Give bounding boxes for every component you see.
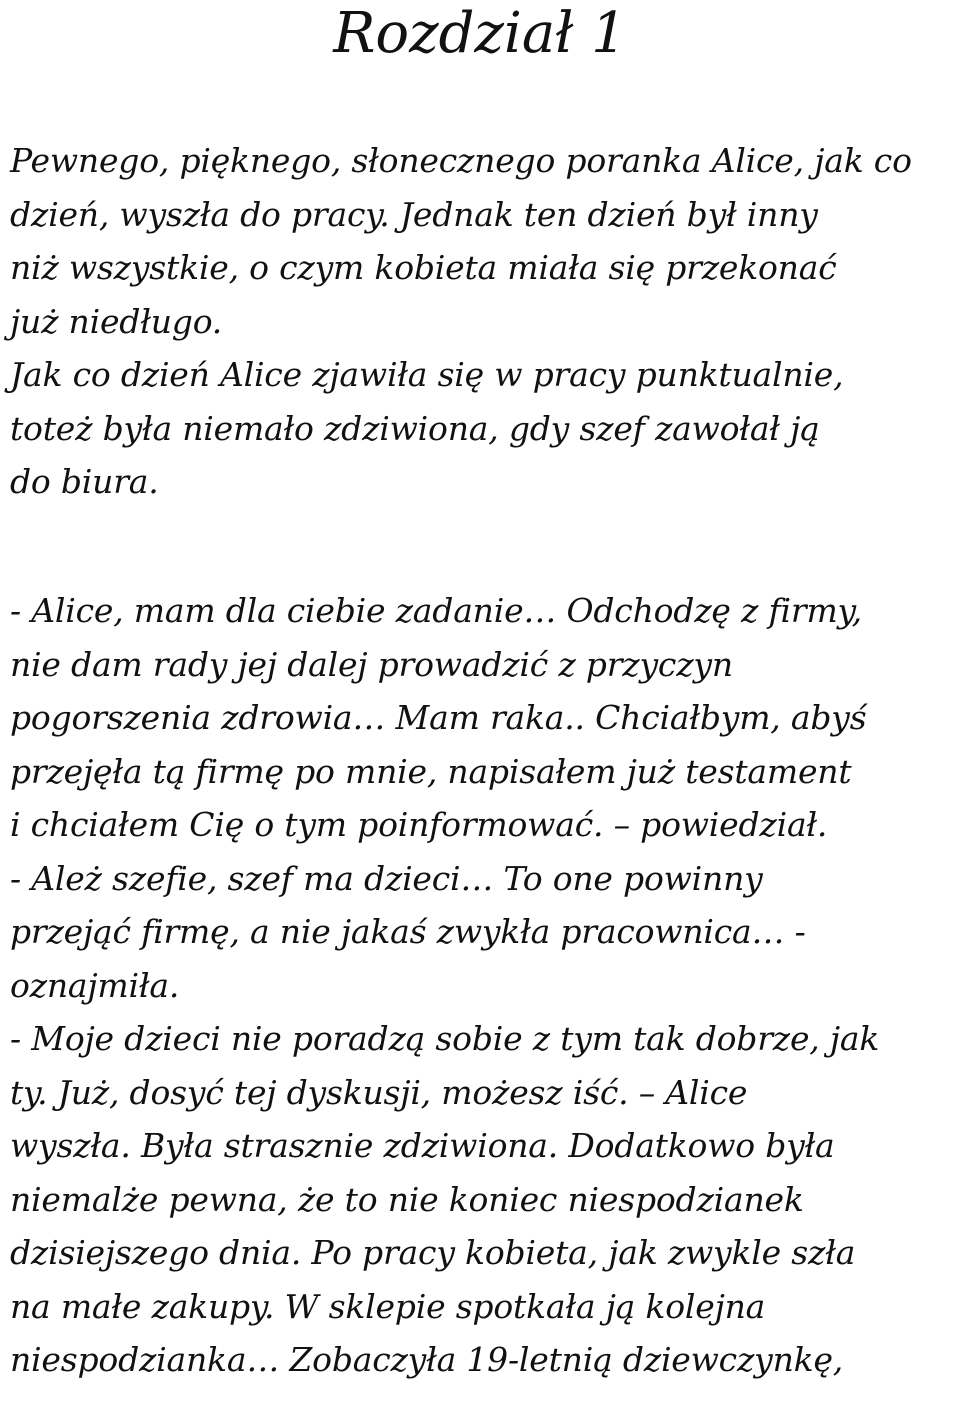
text-line: ty. Już, dosyć tej dyskusji, możesz iść. – Alice xyxy=(10,1072,748,1112)
chapter-title: Rozdział 1 xyxy=(333,1,627,66)
text-line: - Ależ szefie, szef ma dzieci… To one powinny xyxy=(10,858,763,898)
text-line: Jak co dzień Alice zjawiła się w pracy punktualnie, xyxy=(10,355,844,394)
text-line: toteż była niemało zdziwiona, gdy szef zawołał ją xyxy=(10,408,820,448)
text-line: dzień, wyszła do pracy. Jednak ten dzień był inny xyxy=(10,194,818,234)
text-line: niespodzianka… Zobaczyła 19-letnią dziewczynkę, xyxy=(10,1340,844,1379)
text-line: niemalże pewna, że to nie koniec niespodzianek xyxy=(10,1179,804,1219)
text-line: dzisiejszego dnia. Po pracy kobieta, jak zwykle szła xyxy=(10,1233,856,1272)
text-line: nie dam rady jej dalej prowadzić z przyczyn xyxy=(10,644,733,684)
text-line: - Alice, mam dla ciebie zadanie… Odchodzę z firmy, xyxy=(10,591,862,630)
text-line: - Moje dzieci nie poradzą sobie z tym tak dobrze, jak xyxy=(10,1019,880,1058)
text-line: pogorszenia zdrowia… Mam raka.. Chciałbym, abyś xyxy=(10,698,867,737)
text-line: niż wszystkie, o czym kobieta miała się przekonać xyxy=(10,248,837,287)
text-line: na małe zakupy. W sklepie spotkała ją kolejna xyxy=(10,1286,766,1326)
paragraph-dialogue xyxy=(10,584,955,1387)
text-line: i chciałem Cię o tym poinformować. – powiedział. xyxy=(10,805,828,844)
text-line: oznajmiła. xyxy=(10,965,180,1005)
text-line: przejęła tą firmę po mnie, napisałem już testament xyxy=(10,751,852,791)
paragraph-intro xyxy=(10,134,955,509)
text-line: wyszła. Była strasznie zdziwiona. Dodatkowo była xyxy=(10,1126,835,1165)
text-line: Pewnego, pięknego, słonecznego poranka Alice, jak co xyxy=(10,141,912,180)
text-line: przejąć firmę, a nie jakaś zwykła pracownica… - xyxy=(10,912,806,951)
text-line: już niedługo. xyxy=(10,301,223,341)
text-line: do biura. xyxy=(10,462,159,501)
